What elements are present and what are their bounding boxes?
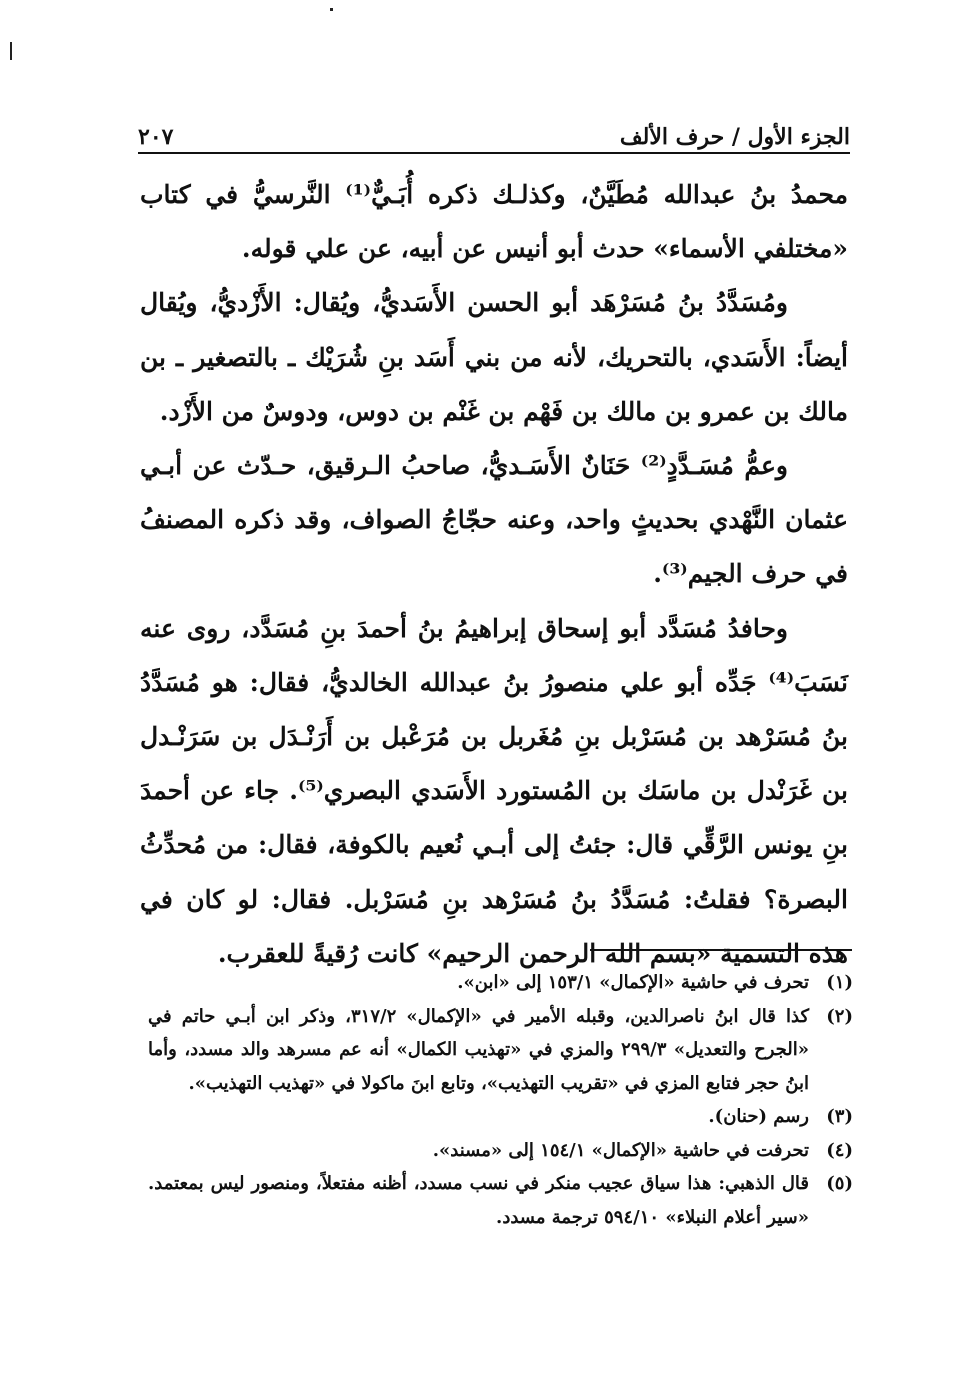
page-number: ٢٠٧ — [138, 124, 174, 150]
footnote-number: (٤) — [826, 1139, 853, 1161]
footnote-number: (٣) — [826, 1106, 853, 1127]
footnote-4 — [148, 1134, 853, 1168]
paragraph-1: محمدُ بنُ عبدالله مُطَيَّنٌ، وكذلـك ذكره أُبَـيٌّ⁽¹⁾ النَّرسيُّ في كتاب «مختلفي الأسماء» حدث أبو أنيس عن أبيه، عن علي قوله. — [140, 180, 848, 264]
footnote-rule — [590, 949, 852, 951]
running-header — [138, 108, 850, 150]
footnote-number: (١) — [826, 972, 853, 993]
paragraph-4: وحافدُ مُسَدَّد أبو إسحاق إبراهيمُ بنُ أحمدَ بنِ مُسَدَّد، روى عنه نَسَبَ⁽⁴⁾ جَدِّه أبو علي منصورُ بنُ عبدالله الخالديُّ، فقال: هو مُسَدَّدُ بنُ مُسَرْهد بن مُسَرْبل بنِ مُغَربل بن مُرَعْبل بن أَرَنْـدَل بن سَرَنْـدل بن غَرَنْدل بن ماسَك بن المُستورد الأَسَدي البصري⁽⁵⁾. جاء عن أحمدَ بنِ يونس الرَّقِّي قال: جئتُ إلى أبـي نُعيم بالكوفة، فقال: من مُحدِّثُ البصرة؟ فقلتُ: مُسَدَّدُ بنُ مُسَرْهد بنِ مُسَرْبل. فقال: لو كان في هذه التسمية «بسم الله الرحمن الرحيم» كانت رُقيةً للعقرب. — [140, 613, 848, 968]
footnote-number: (٥) — [826, 1173, 853, 1194]
footnote-text: تحرف في حاشية «الإكمال» ١٥٣/١ إلى «ابن». — [457, 972, 809, 993]
footnote-2 — [148, 1000, 853, 1101]
footnotes — [148, 966, 853, 1234]
running-title: الجزء الأول / حرف الألف — [619, 124, 850, 150]
footnote-text: كذا قال ابنُ ناصرالدين، وقبله الأمير في «الإكمال» ٣١٧/٢، وذكر ابن أبـي حاتم في «الجرح والتعديل» ٢٩٩/٣ والمزي في «تهذيب الكمال» أنه عم مسرهد والد مسدد، وأما ابنُ حجر فتابع المزي في «تقريب التهذيب»، وتابع ابنَ ماكولا في «تهذيب التهذيب». — [148, 1005, 810, 1094]
paragraph-2: ومُسَدَّدُ بنُ مُسَرْهَد أبو الحسن الأَسَديُّ، ويُقال: الأَزْديُّ، ويُقال أيضاً: الأَسَدي، بالتحريك، لأنه من بني أَسَد بنِ شُرَيْك ـ بالتصغير ـ بن مالك بن عمرو بن مالك بن فَهْم بن غَنْم بن دوس، ودوسٌ من الأَزْد. — [140, 288, 848, 426]
footnote-text: تحرفت في حاشية «الإكمال» ١٥٤/١ إلى «مسند». — [432, 1139, 809, 1161]
main-text — [140, 168, 848, 981]
footnote-1 — [148, 966, 853, 1000]
header-rule — [138, 152, 850, 154]
footnote-text: رسم (حنان). — [708, 1106, 809, 1127]
footnote-text: قال الذهبي: هذا سياق عجيب منكر في نسب مسدد، أظنه مفتعلاً، ومنصور ليس بمعتمد. «سير أعلام النبلاء» ٥٩٤/١٠ ترجمة مسدد. — [148, 1173, 809, 1228]
footnote-number: (٢) — [826, 1005, 853, 1027]
scan-mark-top — [330, 8, 333, 11]
paragraph-3: وعمُّ مُسَـدَّدٍ⁽²⁾ حَنَانٌ الأَسَـديُّ، صاحبُ الـرقيق، حـدّث عن أبـي عثمان النَّهْدي بحديثٍ واحد، وعنه حجّاجُ الصواف، وقد ذكره المصنفُ في حرف الجيم⁽³⁾. — [140, 451, 848, 589]
footnote-5 — [148, 1167, 853, 1234]
footnote-3 — [148, 1100, 853, 1134]
scan-mark-left — [10, 42, 12, 60]
